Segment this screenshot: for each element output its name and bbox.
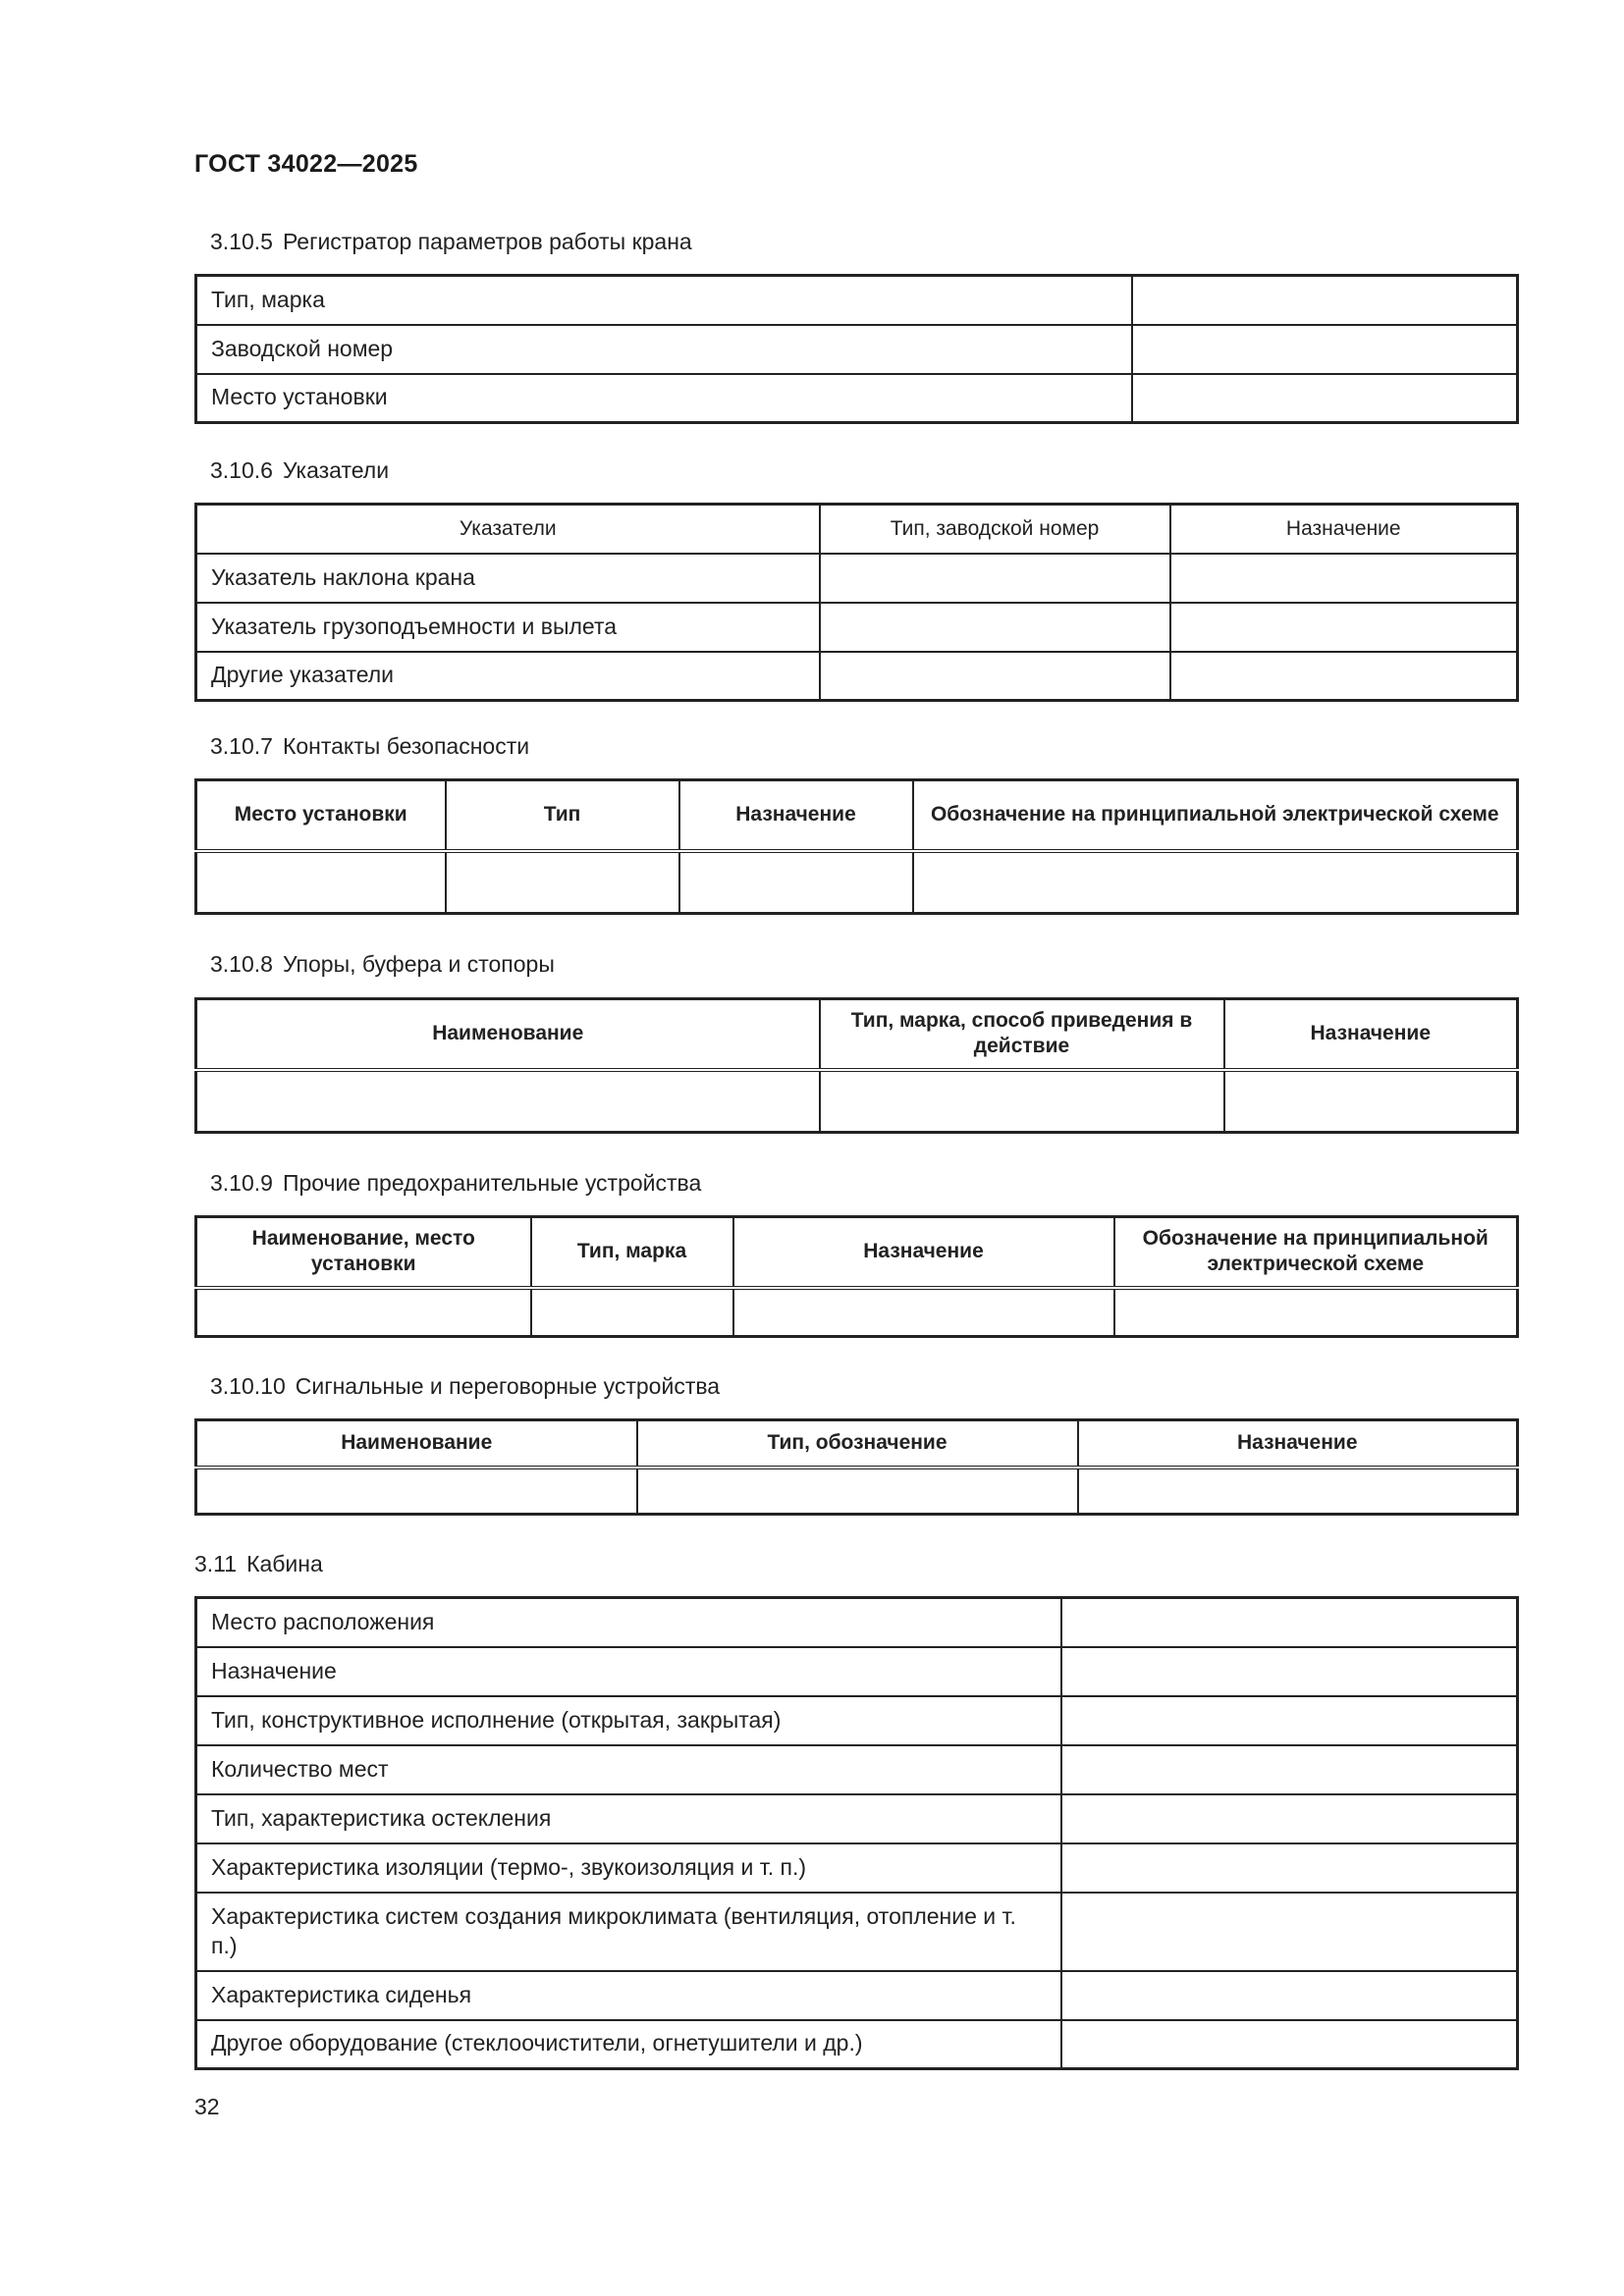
value-cell[interactable] [1061,1843,1518,1893]
section-3-10-7-title: 3.10.7 Контакты безопасности [210,733,530,759]
table-row [196,1647,1518,1696]
table-row [196,1468,1518,1515]
signal-devices-table [194,1418,1519,1516]
value-cell[interactable] [196,1288,531,1337]
row-label: Тип, конструктивное исполнение (открытая, закрытая) [196,1696,1061,1745]
column-header: Тип, марка [531,1217,733,1288]
value-cell[interactable] [1132,276,1518,325]
column-header: Обозначение на принципиальной электрической схеме [913,780,1518,851]
value-cell[interactable] [446,851,679,914]
section-3-10-6-title: 3.10.6 Указатели [210,457,390,483]
other-safety-devices-table [194,1215,1519,1338]
header-row [196,999,1518,1070]
table-row [196,325,1518,374]
table-row [196,603,1518,652]
row-label: Место расположения [196,1598,1061,1647]
value-cell[interactable] [679,851,913,914]
value-cell[interactable] [1061,1745,1518,1794]
row-label: Тип, характеристика остекления [196,1794,1061,1843]
table-row [196,1696,1518,1745]
table-row [196,1893,1518,1971]
table-row [196,1971,1518,2020]
row-label: Характеристика систем создания микроклимата (вентиляция, отопление и т. п.) [196,1893,1061,1971]
row-label: Тип, марка [196,276,1132,325]
column-header: Тип, марка, способ приведения в действие [820,999,1224,1070]
column-header: Назначение [733,1217,1114,1288]
value-cell[interactable] [733,1288,1114,1337]
value-cell[interactable] [1114,1288,1518,1337]
value-cell[interactable] [637,1468,1078,1515]
row-label: Другое оборудование (стеклоочистители, огнетушители и др.) [196,2020,1061,2069]
row-label: Указатель грузоподъемности и вылета [196,603,820,652]
column-header: Назначение [679,780,913,851]
value-cell[interactable] [1078,1468,1518,1515]
row-label: Характеристика сиденья [196,1971,1061,2020]
column-header: Назначение [1170,505,1518,554]
header-row [196,505,1518,554]
value-cell[interactable] [820,652,1170,701]
safety-contacts-table [194,778,1519,915]
table-row [196,554,1518,603]
row-label: Другие указатели [196,652,820,701]
value-cell[interactable] [1061,1971,1518,2020]
table-row [196,1288,1518,1337]
table-row [196,851,1518,914]
row-label: Заводской номер [196,325,1132,374]
value-cell[interactable] [1061,1893,1518,1971]
recorder-table [194,274,1519,424]
value-cell[interactable] [1170,652,1518,701]
column-header: Назначение [1224,999,1518,1070]
value-cell[interactable] [1132,325,1518,374]
value-cell[interactable] [1061,2020,1518,2069]
stops-buffers-table [194,997,1519,1134]
section-3-10-10-title: 3.10.10 Сигнальные и переговорные устройства [210,1373,721,1399]
document-code: ГОСТ 34022—2025 [194,150,418,178]
column-header: Наименование [196,999,820,1070]
section-3-10-8-title: 3.10.8 Упоры, буфера и стопоры [210,951,555,977]
value-cell[interactable] [1061,1794,1518,1843]
value-cell[interactable] [1224,1070,1518,1133]
section-3-10-5-title: 3.10.5 Регистратор параметров работы крана [210,229,692,254]
row-label: Назначение [196,1647,1061,1696]
header-row [196,1420,1518,1468]
indicators-table [194,503,1519,702]
value-cell[interactable] [531,1288,733,1337]
table-row [196,1843,1518,1893]
section-3-11-title: 3.11 Кабина [194,1551,323,1576]
value-cell[interactable] [820,1070,1224,1133]
table-row [196,1745,1518,1794]
table-row [196,1598,1518,1647]
row-label: Указатель наклона крана [196,554,820,603]
column-header: Тип [446,780,679,851]
table-row [196,276,1518,325]
value-cell[interactable] [1132,374,1518,423]
table-row [196,1070,1518,1133]
value-cell[interactable] [1061,1696,1518,1745]
row-label: Характеристика изоляции (термо-, звукоизоляция и т. п.) [196,1843,1061,1893]
row-label: Место установки [196,374,1132,423]
column-header: Обозначение на принципиальной электрической схеме [1114,1217,1518,1288]
section-3-10-9-title: 3.10.9 Прочие предохранительные устройства [210,1170,702,1196]
value-cell[interactable] [1170,603,1518,652]
value-cell[interactable] [1170,554,1518,603]
value-cell[interactable] [1061,1647,1518,1696]
column-header: Назначение [1078,1420,1518,1468]
column-header: Тип, заводской номер [820,505,1170,554]
page-number: 32 [194,2094,220,2119]
cabin-table [194,1596,1519,2070]
value-cell[interactable] [1061,1598,1518,1647]
value-cell[interactable] [820,554,1170,603]
header-row [196,780,1518,851]
column-header: Место установки [196,780,446,851]
value-cell[interactable] [196,1070,820,1133]
value-cell[interactable] [196,851,446,914]
header-row [196,1217,1518,1288]
table-row [196,2020,1518,2069]
table-row [196,1794,1518,1843]
row-label: Количество мест [196,1745,1061,1794]
column-header: Наименование [196,1420,637,1468]
table-row [196,652,1518,701]
value-cell[interactable] [913,851,1518,914]
table-row [196,374,1518,423]
column-header: Тип, обозначение [637,1420,1078,1468]
column-header: Наименование, место установки [196,1217,531,1288]
value-cell[interactable] [196,1468,637,1515]
value-cell[interactable] [820,603,1170,652]
column-header: Указатели [196,505,820,554]
